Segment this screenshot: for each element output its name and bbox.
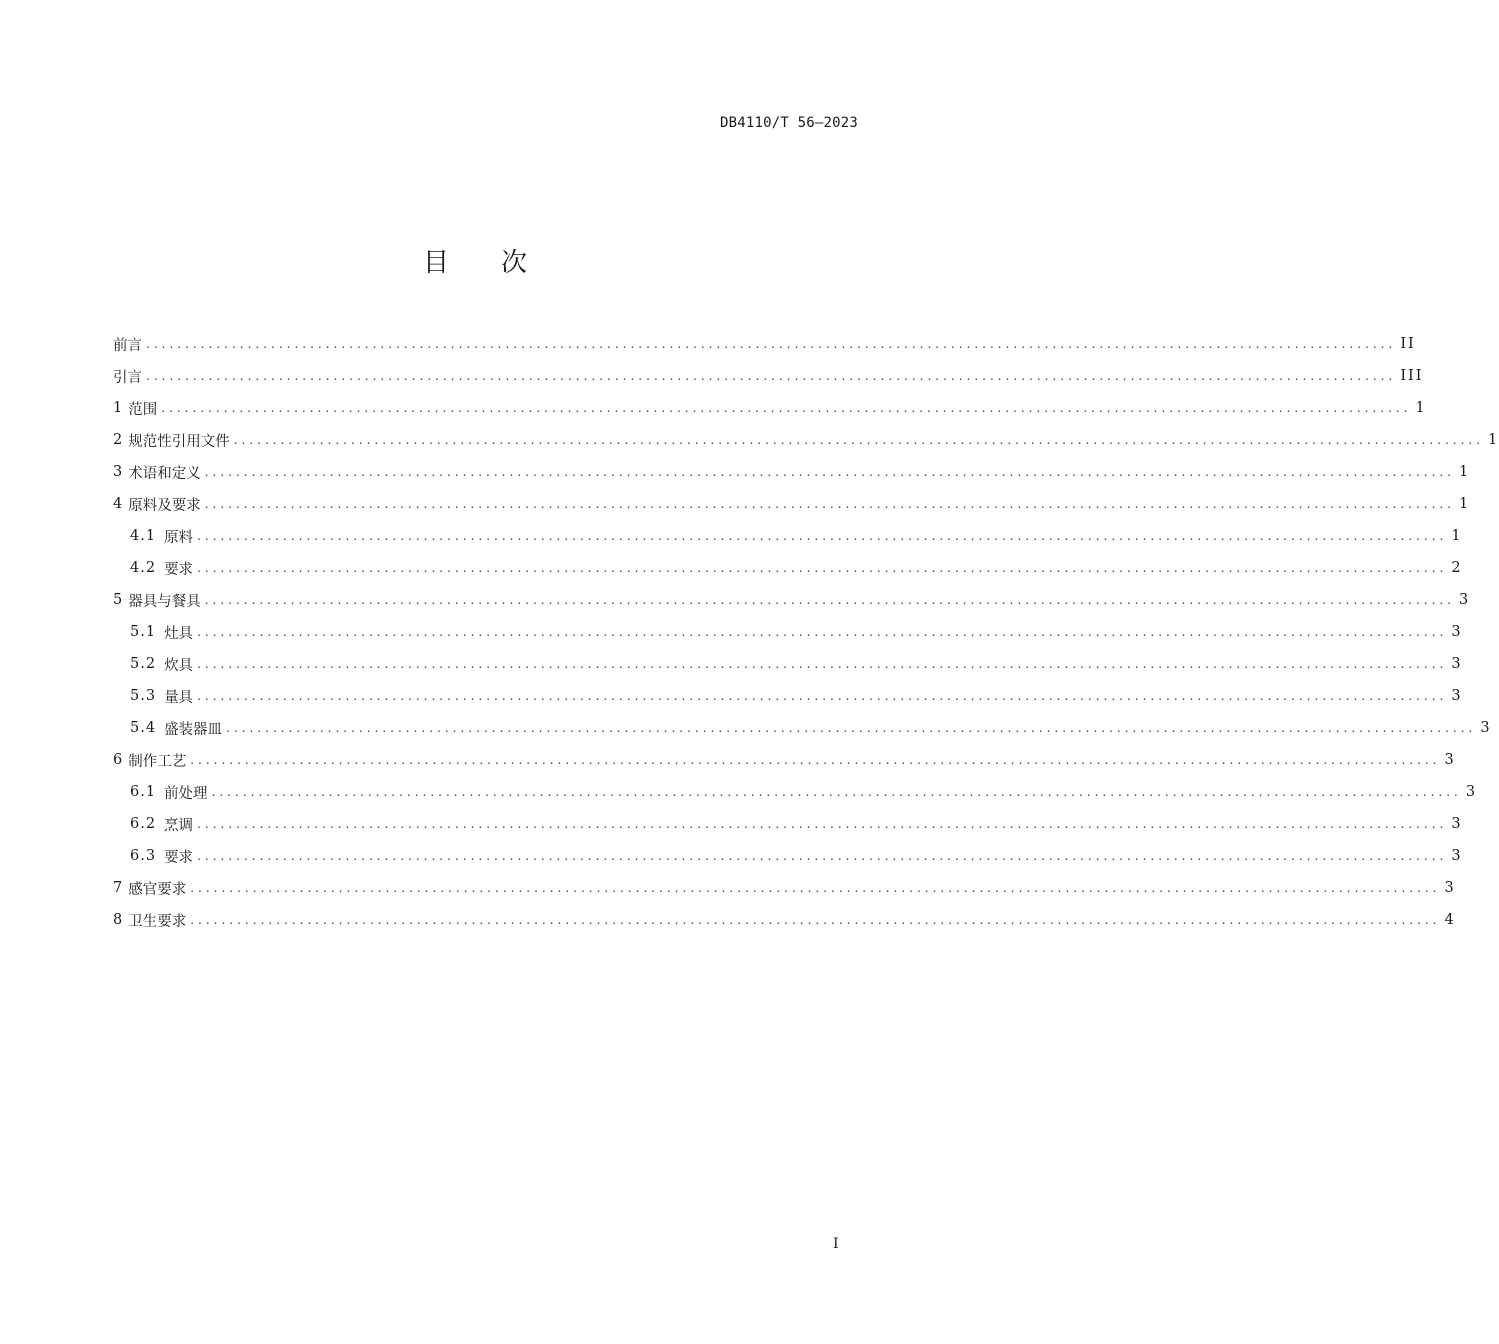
- toc-entry[interactable]: [113, 552, 1463, 584]
- toc-entry[interactable]: [113, 392, 1427, 424]
- toc-entry-label: 规范性引用文件: [128, 433, 230, 450]
- toc-entry-page: 3: [1465, 784, 1478, 800]
- toc-entry-label: 要求: [164, 849, 194, 866]
- toc-entry-number: 7: [113, 880, 123, 896]
- toc-entry[interactable]: [113, 680, 1463, 712]
- dot-leader: ................................................................................................................................................................: [226, 721, 1477, 735]
- toc-entry-label: 炊具: [164, 657, 194, 674]
- toc-entry-number: 1: [113, 400, 123, 416]
- page-title: [0, 242, 950, 279]
- toc-entry-page: 1: [1459, 464, 1471, 480]
- toc-entry-page: III: [1400, 368, 1424, 384]
- dot-leader: ................................................................................................................................................................: [233, 433, 1485, 447]
- toc-entry[interactable]: [113, 744, 1456, 776]
- toc-entry-label: 范围: [128, 401, 158, 418]
- toc-entry[interactable]: [113, 328, 1416, 360]
- toc-entry-label: 盛装器皿: [164, 721, 223, 738]
- toc-entry-number: 5.4: [130, 720, 157, 736]
- dot-leader: ................................................................................................................................................................: [197, 561, 1448, 575]
- title-char-right: 次: [501, 248, 528, 278]
- dot-leader: ................................................................................................................................................................: [190, 913, 1441, 927]
- toc-entry-page: 3: [1451, 624, 1463, 640]
- toc-entry[interactable]: [113, 712, 1492, 744]
- toc-entry-number: 8: [113, 912, 123, 928]
- toc-entry-label: 前言: [113, 337, 142, 354]
- toc-entry-number: 2: [113, 432, 123, 448]
- toc-entry-label: 前处理: [164, 785, 208, 802]
- toc-entry-page: 3: [1451, 848, 1463, 864]
- toc-entry[interactable]: [113, 648, 1463, 680]
- toc-entry-page: 1: [1488, 432, 1499, 448]
- table-of-contents: [113, 328, 1499, 936]
- toc-entry-label: 量具: [164, 689, 194, 706]
- document-code: DB4110/T 56—2023: [719, 115, 858, 131]
- dot-leader: ................................................................................................................................................................: [197, 657, 1448, 671]
- toc-entry[interactable]: [113, 360, 1424, 392]
- toc-entry-number: 4: [113, 496, 123, 512]
- toc-entry-number: 6.1: [130, 784, 157, 800]
- toc-entry-page: II: [1400, 336, 1416, 352]
- toc-entry[interactable]: [113, 456, 1471, 488]
- dot-leader: ................................................................................................................................................................: [161, 401, 1412, 415]
- dot-leader: ................................................................................................................................................................: [190, 881, 1441, 895]
- dot-leader: ................................................................................................................................................................: [211, 785, 1462, 799]
- toc-entry[interactable]: [113, 904, 1456, 936]
- dot-leader: ................................................................................................................................................................: [190, 753, 1441, 767]
- toc-entry-page: 3: [1459, 592, 1471, 608]
- toc-entry-number: 5.2: [130, 656, 157, 672]
- toc-entry-page: 2: [1451, 560, 1463, 576]
- toc-entry-page: 3: [1444, 880, 1456, 896]
- toc-entry-number: 6: [113, 752, 123, 768]
- toc-entry-label: 要求: [164, 561, 194, 578]
- dot-leader: ................................................................................................................................................................: [197, 849, 1448, 863]
- toc-entry-label: 原料: [164, 529, 194, 546]
- toc-entry-page: 4: [1444, 912, 1456, 928]
- dot-leader: ................................................................................................................................................................: [197, 625, 1448, 639]
- toc-entry-label: 烹调: [164, 817, 194, 834]
- toc-entry-page: 3: [1451, 656, 1463, 672]
- toc-entry-page: 1: [1451, 528, 1463, 544]
- dot-leader: ................................................................................................................................................................: [204, 465, 1456, 479]
- dot-leader: ................................................................................................................................................................: [204, 593, 1456, 607]
- toc-entry-label: 术语和定义: [128, 465, 201, 482]
- toc-entry-page: 1: [1459, 496, 1471, 512]
- toc-entry-page: 3: [1480, 720, 1492, 736]
- dot-leader: ................................................................................................................................................................: [146, 369, 1397, 383]
- toc-entry-page: 3: [1451, 816, 1463, 832]
- toc-entry-label: 器具与餐具: [128, 593, 201, 610]
- toc-entry-number: 4.1: [130, 528, 157, 544]
- toc-entry-label: 原料及要求: [128, 497, 201, 514]
- toc-entry-label: 感官要求: [128, 881, 187, 898]
- toc-entry[interactable]: [113, 872, 1456, 904]
- toc-entry-page: 3: [1451, 688, 1463, 704]
- toc-entry-number: 5.1: [130, 624, 157, 640]
- dot-leader: ................................................................................................................................................................: [197, 689, 1448, 703]
- toc-entry-label: 卫生要求: [128, 913, 187, 930]
- toc-entry-number: 4.2: [130, 560, 157, 576]
- toc-entry-page: 3: [1444, 752, 1456, 768]
- title-char-left: 目: [422, 248, 449, 278]
- toc-entry-number: 3: [113, 464, 123, 480]
- dot-leader: ................................................................................................................................................................: [197, 817, 1448, 831]
- toc-entry-label: 制作工艺: [128, 753, 187, 770]
- page-number: I: [833, 1236, 839, 1252]
- toc-entry-number: 5: [113, 592, 123, 608]
- toc-entry[interactable]: [113, 520, 1463, 552]
- toc-entry[interactable]: [113, 616, 1463, 648]
- toc-entry[interactable]: [113, 584, 1471, 616]
- toc-entry-label: 灶具: [164, 625, 194, 642]
- toc-entry-number: 6.3: [130, 848, 157, 864]
- dot-leader: ................................................................................................................................................................: [204, 497, 1456, 511]
- toc-entry-number: 5.3: [130, 688, 157, 704]
- dot-leader: ................................................................................................................................................................: [146, 337, 1397, 351]
- toc-entry[interactable]: [113, 424, 1499, 456]
- toc-entry[interactable]: [113, 808, 1463, 840]
- toc-entry[interactable]: [113, 776, 1478, 808]
- toc-entry-label: 引言: [113, 369, 142, 386]
- toc-entry[interactable]: [113, 840, 1463, 872]
- dot-leader: ................................................................................................................................................................: [197, 529, 1448, 543]
- toc-entry-page: 1: [1415, 400, 1427, 416]
- toc-entry-number: 6.2: [130, 816, 157, 832]
- toc-entry[interactable]: [113, 488, 1471, 520]
